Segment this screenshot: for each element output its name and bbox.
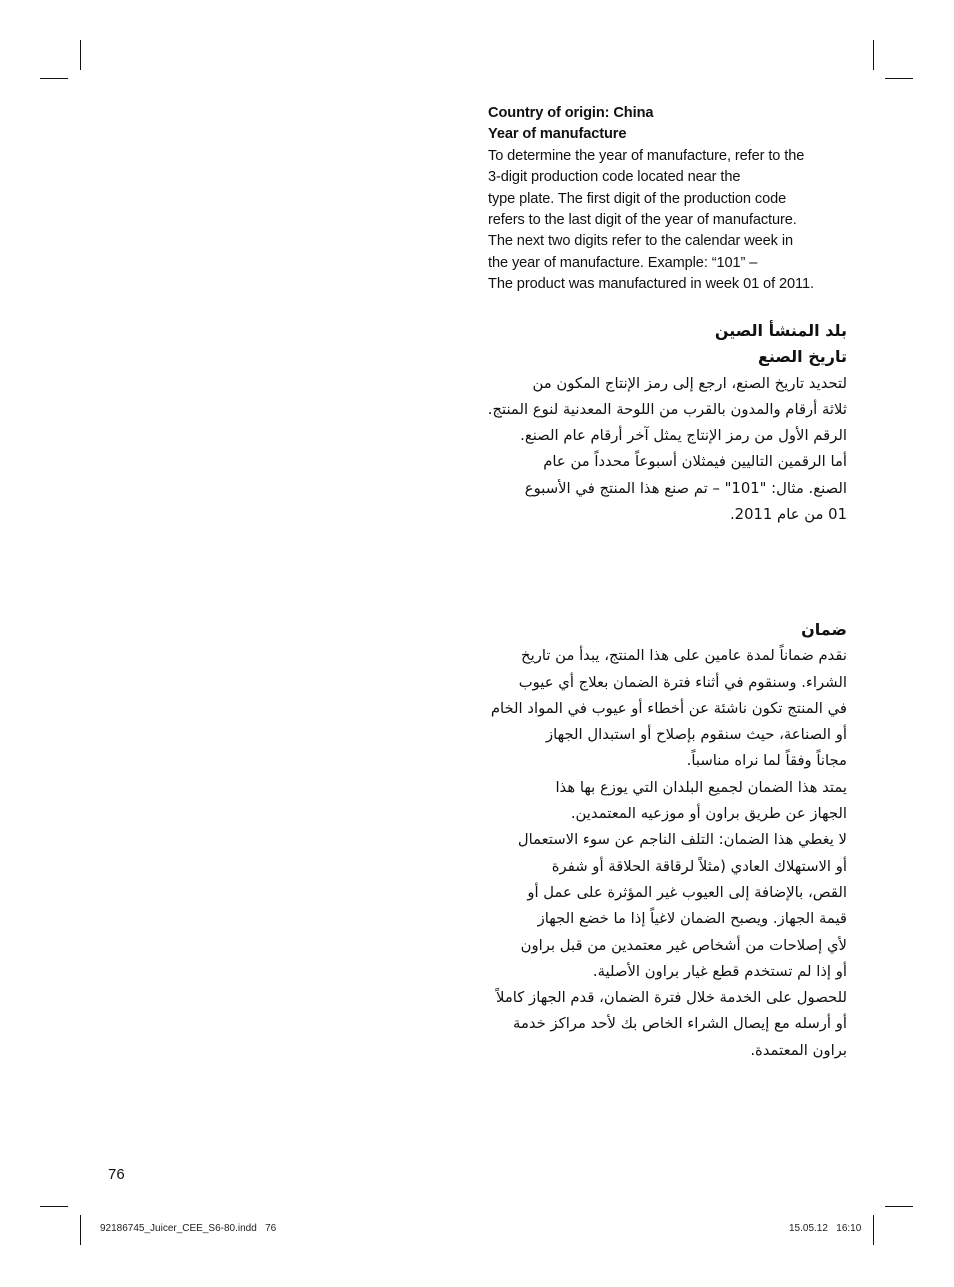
origin-body-line: type plate. The first digit of the production code <box>488 190 787 207</box>
english-origin-section <box>488 103 848 296</box>
warranty-body-line: مجاناً وفقاً لما نراه مناسباً. <box>686 752 847 770</box>
arabic-year-heading: تاريخ الصنع <box>757 347 847 367</box>
crop-mark-bottom-right-horizontal <box>885 1206 913 1207</box>
arabic-origin-body-line: 01 من عام 2011. <box>729 506 847 524</box>
warranty-body-line: القص، بالإضافة إلى العيوب غير المؤثرة على عمل أو <box>527 883 847 901</box>
origin-body-line: the year of manufacture. Example: “101” – <box>488 254 758 271</box>
arabic-origin-body-line: ثلاثة أرقام والمدون بالقرب من اللوحة المعدنية لنوع المنتج. <box>487 400 847 418</box>
warranty-heading: ضمان <box>801 620 847 639</box>
origin-body-line: refers to the last digit of the year of manufacture. <box>488 212 797 229</box>
slug-date-time: 15.05.12 16:10 <box>789 1223 862 1234</box>
origin-body-line: 3-digit production code located near the <box>488 169 741 186</box>
crop-mark-top-left-vertical <box>80 40 81 70</box>
page-number: 76 <box>108 1166 125 1183</box>
warranty-body-line: أو الاستهلاك العادي (مثلاً لرقاقة الحلاقة أو شفرة <box>551 857 847 875</box>
warranty-body-line: أو الصناعة، حيث سنقوم بإصلاح أو استبدال الجهاز <box>546 726 847 744</box>
warranty-body-line: قيمة الجهاز. ويصبح الضمان لاغياً إذا ما خضع الجهاز <box>537 910 847 928</box>
arabic-origin-body-line: الصنع. مثال: "101" – تم صنع هذا المنتج في الأسبوع <box>524 479 847 497</box>
arabic-origin-section <box>487 318 847 528</box>
crop-mark-bottom-left-vertical <box>80 1215 81 1245</box>
crop-mark-bottom-right-vertical <box>873 1215 874 1245</box>
origin-heading: Country of origin: China <box>488 105 654 121</box>
warranty-body-line: يمتد هذا الضمان لجميع البلدان التي يوزع بها هذا <box>555 778 847 796</box>
origin-body-line: The next two digits refer to the calendar week in <box>488 233 793 250</box>
crop-mark-bottom-left-horizontal <box>40 1206 68 1207</box>
arabic-origin-heading: بلد المنشأ الصين <box>714 321 847 340</box>
warranty-body-line: الجهاز عن طريق براون أو موزعيه المعتمدين. <box>570 805 847 823</box>
warranty-body-line: لا يغطي هذا الضمان: التلف الناجم عن سوء الاستعمال <box>517 831 847 849</box>
arabic-origin-body-line: الرقم الأول من رمز الإنتاج يمثل آخر أرقام عام الصنع. <box>520 427 847 445</box>
warranty-body-line: لأي إصلاحات من أشخاص غير معتمدين من قبل براون <box>520 936 847 954</box>
warranty-body-line: أو إذا لم تستخدم قطع غيار براون الأصلية. <box>592 962 847 980</box>
origin-body-line: The product was manufactured in week 01 of 2011. <box>488 276 814 293</box>
arabic-warranty-section <box>487 617 847 1064</box>
crop-mark-top-left-horizontal <box>40 78 68 79</box>
warranty-body-line: نقدم ضماناً لمدة عامين على هذا المنتج، يبدأ من تاريخ <box>521 647 847 665</box>
slug-file-name: 92186745_Juicer_CEE_S6-80.indd 76 <box>100 1223 277 1234</box>
crop-mark-top-right-horizontal <box>885 78 913 79</box>
warranty-body-line: الشراء. وسنقوم في أثناء فترة الضمان بعلاج أي عيوب <box>518 673 847 691</box>
warranty-body-line: للحصول على الخدمة خلال فترة الضمان، قدم الجهاز كاملاً <box>496 989 847 1007</box>
year-heading: Year of manufacture <box>488 126 627 143</box>
crop-mark-top-right-vertical <box>873 40 874 70</box>
arabic-origin-body-line: أما الرقمين التاليين فيمثلان أسبوعاً محدداً من عام <box>543 453 847 471</box>
warranty-body-line: في المنتج تكون ناشئة عن أخطاء أو عيوب في المواد الخام <box>490 699 847 717</box>
warranty-body-line: براون المعتمدة. <box>750 1041 847 1059</box>
warranty-body-line: أو أرسله مع إيصال الشراء الخاص بك لأحد مراكز خدمة <box>513 1015 847 1033</box>
origin-body-line: To determine the year of manufacture, refer to the <box>488 147 805 164</box>
arabic-origin-body-line: لتحديد تاريخ الصنع، ارجع إلى رمز الإنتاج المكون من <box>532 374 847 392</box>
